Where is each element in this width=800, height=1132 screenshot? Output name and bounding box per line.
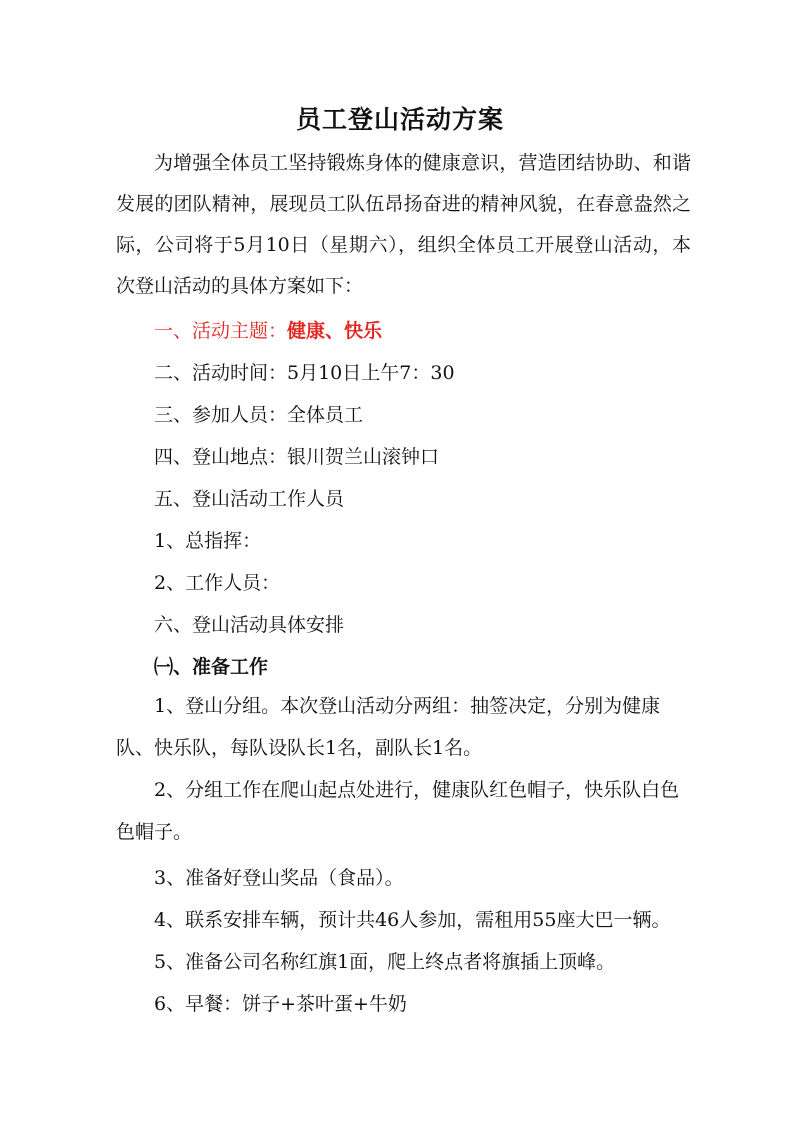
- prep-item-6: 6、早餐：饼子+茶叶蛋+牛奶: [154, 993, 407, 1015]
- theme-label: 一、活动主题：: [154, 320, 288, 342]
- theme-line: [154, 316, 382, 343]
- document-title: 员工登山活动方案: [295, 105, 504, 134]
- theme-value: 健康、快乐: [287, 320, 383, 342]
- prep-item-1: 1、登山分组。本次登山活动分两组：抽签决定，分别为健康队、快乐队，每队设队长1名，副队长1名。: [116, 695, 661, 759]
- commander-line: 1、总指挥：: [154, 530, 262, 552]
- staff-heading: 五、登山活动工作人员: [154, 488, 345, 510]
- prep-item-4: 4、联系安排车辆，预计共46人参加，需租用55座大巴一辆。: [154, 909, 671, 931]
- participants-line: 三、参加人员：全体员工: [154, 404, 364, 426]
- intro-paragraph: 为增强全体员工坚持锻炼身体的健康意识，营造团结协助、和谐发展的团队精神，展现员工队伍昂扬奋进的精神风貌，在春意盎然之际，公司将于5月10日（星期六），组织全体员工开展登山活动，本次登山活动的具体方案如下：: [116, 152, 691, 297]
- arrangement-heading: 六、登山活动具体安排: [154, 614, 345, 636]
- prep-item-2: 2、分组工作在爬山起点处进行，健康队红色帽子，快乐队白色色帽子。: [116, 779, 680, 843]
- prep-item-5: 5、准备公司名称红旗1面，爬上终点者将旗插上顶峰。: [154, 951, 616, 973]
- time-line: 二、活动时间：5月10日上午7：30: [154, 362, 455, 384]
- prep-heading: ㈠、准备工作: [154, 656, 269, 678]
- location-line: 四、登山地点：银川贺兰山滚钟口: [154, 446, 440, 468]
- prep-item-3: 3、准备好登山奖品（食品）。: [154, 867, 404, 889]
- workers-line: 2、工作人员：: [154, 572, 281, 594]
